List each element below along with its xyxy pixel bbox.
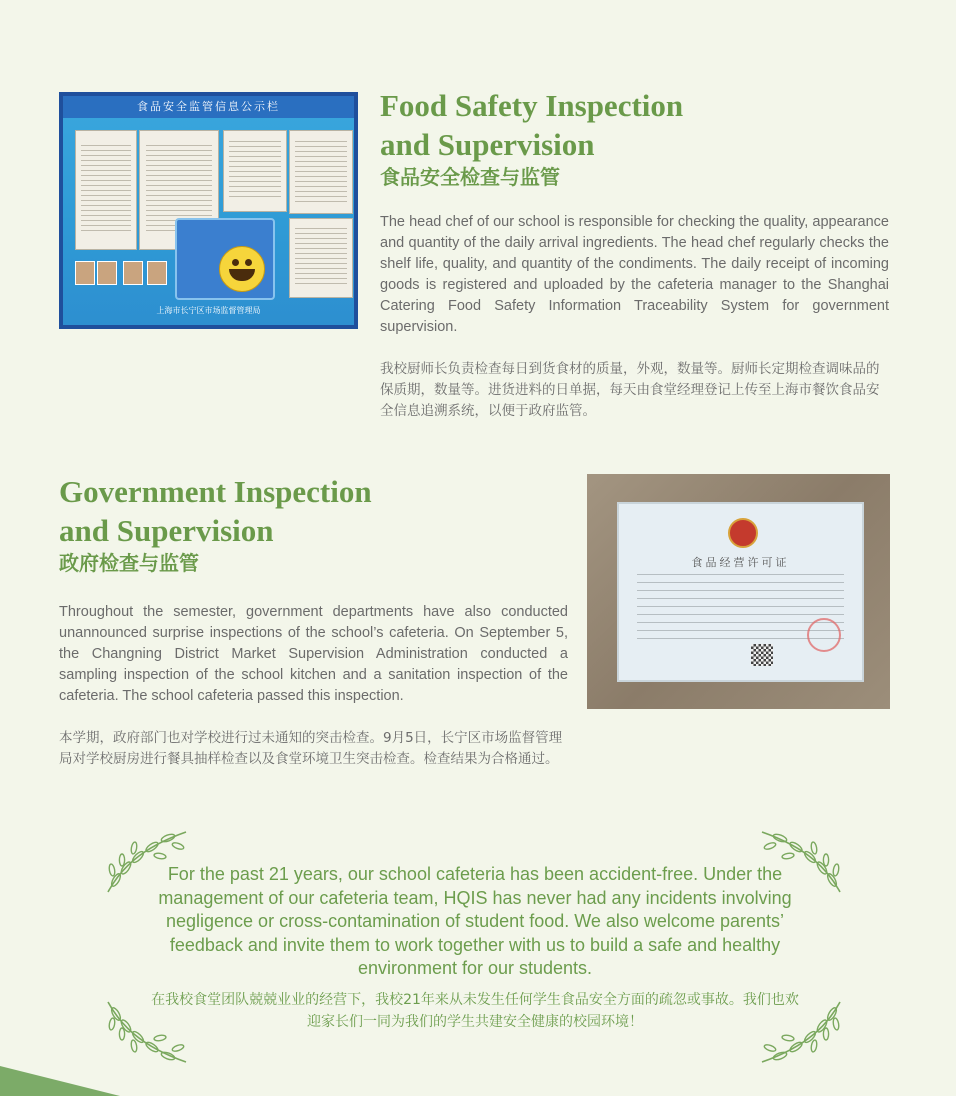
posted-document bbox=[289, 130, 353, 214]
staff-photo bbox=[97, 261, 117, 285]
section1-title-zh: 食品安全检查与监管 bbox=[380, 165, 560, 189]
section2-body-zh: 本学期，政府部门也对学校进行过未通知的突击检查。9月5日，长宁区市场监督管理局对学校厨房进行餐具抽样检查以及食堂环境卫生突击检查。检查结果为合格通过。 bbox=[59, 730, 563, 767]
section1-body-en: The head chef of our school is responsible for checking the quality, appearance and quantity of the daily arrival ingredients. The head chef regularly checks the shelf life, quality, and quantity of the condiments. The daily receipt of incoming goods is registered and uploaded by the cafeteria manager to the Shanghai Catering Food Safety Information Traceability System for government supervision. bbox=[380, 214, 889, 335]
food-safety-board-photo bbox=[59, 92, 358, 329]
section1-title-en-line1: Food Safety Inspection bbox=[380, 88, 684, 123]
food-license-certificate-photo bbox=[587, 474, 890, 709]
section2-title-zh: 政府检查与监管 bbox=[59, 551, 199, 575]
smiley-eye bbox=[245, 259, 252, 266]
staff-photo bbox=[147, 261, 167, 285]
bulletin-board bbox=[63, 96, 354, 325]
section1-body-zh: 我校厨师长负责检查每日到货食材的质量，外观，数量等。厨师长定期检查调味品的保质期，数量等。进货进料的日单据，每天由食堂经理登记上传至上海市餐饮食品安全信息追溯系统，以便于政府监管。 bbox=[380, 361, 880, 419]
certificate bbox=[617, 502, 864, 682]
posted-document bbox=[75, 130, 137, 250]
closing-quote-en: For the past 21 years, our school cafeteria has been accident-free. Under the management of our cafeteria team, HQIS has never had any incidents involving negligence or cross-contamination of student food. We also welcome parents’ feedback and invite them to work together with us to build a safe and healthy environment for our students. bbox=[158, 864, 792, 978]
section1-title-en-line2: and Supervision bbox=[380, 127, 595, 162]
staff-photo bbox=[75, 261, 95, 285]
board-title: 食品安全监管信息公示栏 bbox=[63, 96, 354, 118]
posted-document bbox=[289, 218, 353, 298]
smiley-face-icon bbox=[219, 246, 265, 292]
smiley-eye bbox=[232, 259, 239, 266]
certificate-title: 食品经营许可证 bbox=[691, 556, 790, 569]
section2-body-en: Throughout the semester, government departments have also conducted unannounced surprise inspections of the school’s cafeteria. On September 5, the Changning District Market Supervision Administration conducted a sampling inspection of the school kitchen and a sanitation inspection of the cafeteria. The school cafeteria passed this inspection. bbox=[59, 604, 568, 704]
section1-heading bbox=[380, 86, 890, 190]
closing-quote-zh: 在我校食堂团队兢兢业业的经营下，我校21年来从未发生任何学生食品安全方面的疏忽或事故。我们也欢迎家长们一同为我们的学生共建安全健康的校园环境！ bbox=[151, 992, 799, 1030]
official-seal bbox=[807, 618, 841, 652]
qr-code-icon bbox=[751, 644, 773, 666]
posted-document bbox=[223, 130, 287, 212]
section2-title-en-line2: and Supervision bbox=[59, 513, 274, 548]
section2-title-en-line1: Government Inspection bbox=[59, 474, 372, 509]
national-emblem-icon bbox=[728, 518, 758, 548]
board-footer: 上海市长宁区市场监督管理局 bbox=[156, 306, 261, 315]
corner-decoration bbox=[0, 1066, 120, 1096]
staff-photo bbox=[123, 261, 143, 285]
section2-heading bbox=[59, 472, 479, 576]
